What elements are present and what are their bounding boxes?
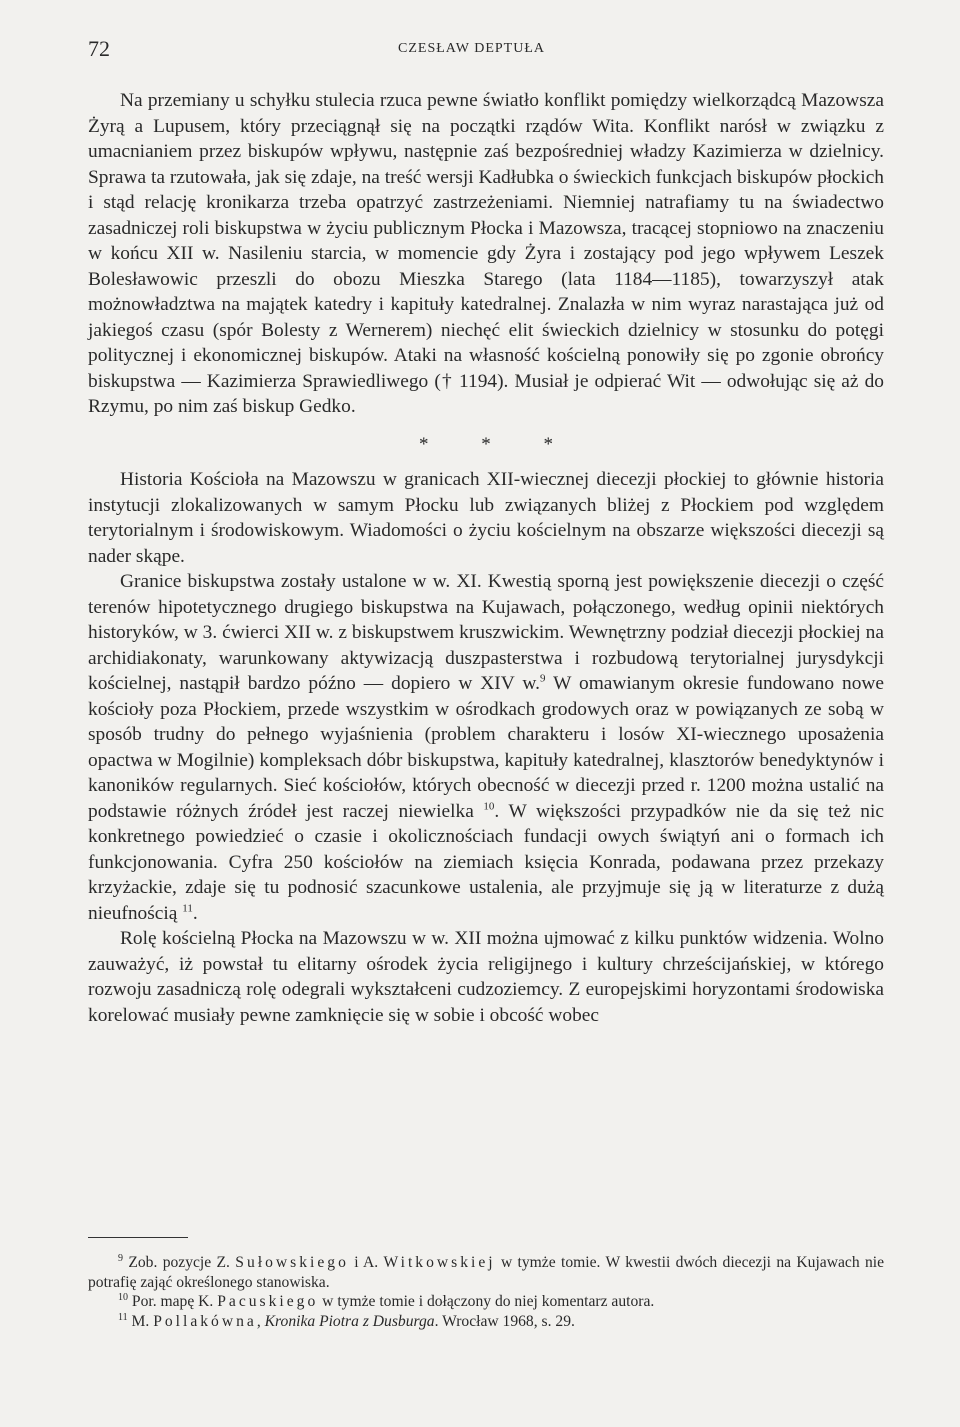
footnote-ref-9: 9 (539, 672, 546, 685)
paragraph-3-text-d: . (192, 902, 198, 924)
footnote-9-author-2: Witkowskiej (383, 1254, 496, 1271)
footnote-ref-10: 10 (483, 800, 495, 813)
section-separator: * * * (419, 433, 577, 455)
paragraph-1: Na przemiany u schyłku stulecia rzuca pewne światło konflikt pomiędzy wielkorządcą Mazowsza Żyrą a Lupusem, który przeciągnął się na początki rządów Wita. Konflikt narósł w związku z umacnianiem przez biskupów wpływu, następnie zaś bezpośredniej władzy Kazimierza w dzielnicy. Sprawa ta rzutowała, jak się zdaje, na treść wersji Kadłubka o świeckich funkcjach biskupów płockich i stąd relację kronikarza trzeba opatrzyć zastrzeżeniami. Niemniej natrafiamy tu na świadectwo zasadniczej roli biskupstwa w życiu publicznym Płocka i Mazowsza, tracącej stopniowo na znaczeniu w końcu XII w. Nasileniu starcia, w momencie gdy Żyra i zostający pod jego wpływem Leszek Bolesławowic przeszli do obozu Mieszka Starego (lata 1184—1185), towarzyszył atak możnowładztwa na majątek katedry i kapituły katedralnej. Znalazła w nim wyraz narastająca już od jakiegoś czasu (spór Bolesty z Wernerem) niechęć elit świeckich dzielnicy w stosunku do potęgi politycznej i ekonomicznej biskupów. Ataki na własność kościelną ponowiły się po zgonie obrońcy biskupstwa — Kazimierza Sprawiedliwego († 1194). Musiał je odpierać Wit — odwołując się aż do Rzymu, po nim zaś biskup Gedko. (88, 90, 884, 417)
footnote-10-text-b: w tymże tomie i dołączony do niej komentarz autora. (318, 1293, 655, 1310)
footnote-10-text-a: Por. mapę K. (128, 1293, 218, 1310)
paragraph-3-text-a: Granice biskupstwa zostały ustalone w w. XI. Kwestią sporną jest powiększenie diecezji o część terenów hipotetycznego drugiego biskupstwa na Kujawach, połączonego, według opinii niektórych historyków, w 3. ćwierci XII w. z biskupstwem kruszwickim. Wewnętrzny podział diecezji płockiej na archidiakonaty, warunkowany aktywizacją duszpasterstwa i rozbudową terytorialnej jurysdykcji kościelnej, nastąpił bardzo późno — dopiero w XIV w. (88, 571, 884, 694)
paragraph-3-text-b: W omawianym okresie fundowano nowe kościoły poza Płockiem, przede wszystkim w ośrodkach grodowych oraz w powiązanych ze sobą w sposób trudny do pełnego wyjaśnienia (problem charakteru i losów XI-wiecznego uposażenia opactwa w Mogilnie) kompleksach dóbr biskupstwa, kapituły katedralnej, klasztorów benedyktynów i kanoników regularnych. Sieć kościołów, których obecność w diecezji przed r. 1200 można ustalić na podstawie różnych źródeł jest raczej niewielka (88, 673, 885, 822)
paragraph-3 (88, 569, 884, 926)
footnote-10-mark: 10 (118, 1291, 128, 1303)
footnote-ref-11: 11 (182, 902, 193, 915)
footnote-11-mark: 11 (118, 1311, 128, 1323)
paragraph-4: Rolę kościelną Płocka na Mazowszu w w. XII można ujmować z kilku punktów widzenia. Wolno zauważyć, iż powstał tu elitarny ośrodek życia religijnego i kultury chrześcijańskiej, w którego rozwoju zasadniczą rolę odegrali wykształceni cudzoziemcy. Z europejskimi horyzontami środowiska korelować musiały pewne zamknięcie się w sobie i obcość wobec (88, 928, 884, 1026)
footnote-11 (88, 1312, 884, 1332)
footnote-11-author: Pollakówna (153, 1312, 257, 1330)
paragraph-3-text-c: . W większości przypadków nie da się też nic konkretnego powiedzieć o czasie i okolicznościach fundacji owych świątyń ani o formach ich funkcjonowania. Cyfra 250 kościołów na ziemiach księcia Konrada, podawana przez przekazy krzyżackie, zdaje się tu podnosić szacunkowe ustalenia, ale przyjmuje się ją w literaturze z dużą nieufnością (88, 800, 884, 924)
page-header (88, 36, 884, 66)
paragraph-2: Historia Kościoła na Mazowszu w granicach XII-wiecznej diecezji płockiej to głównie historia instytucji zlokalizowanych w samym Płocku lub związanych bliżej z Płockiem pod względem terytorialnym i środowiskowym. Wiadomości o życiu kościelnym na obszarze większości diecezji są nader skąpe. (88, 469, 884, 567)
page-number: 72 (88, 36, 110, 61)
footnote-9-author-1: Sułowskiego (235, 1254, 349, 1271)
footnote-9-mark: 9 (118, 1252, 123, 1264)
footnote-10-author: Pacuskiego (217, 1293, 319, 1310)
footnote-9-text-c: w tymże tomie. W kwestii dwóch diecezji na Kujawach nie potrafię zająć określonego stanowiska. (88, 1254, 885, 1291)
footnote-11-text-c: . Wrocław 1968, s. 29. (434, 1312, 575, 1330)
footnote-9-text-a: Zob. pozycje Z. (123, 1254, 236, 1271)
footnote-11-text-b: , (256, 1312, 265, 1330)
main-text (88, 88, 884, 1028)
footnote-9-text-b: i A. (348, 1254, 384, 1271)
footnote-11-text-a: M. (127, 1312, 154, 1330)
running-head: CZESŁAW DEPTUŁA (398, 41, 546, 56)
footnotes (88, 1253, 884, 1331)
footnote-10 (88, 1292, 884, 1312)
footnote-11-title: Kronika Piotra z Dusburga (264, 1312, 435, 1330)
footnote-divider (88, 1237, 188, 1238)
footnote-9 (88, 1253, 884, 1292)
